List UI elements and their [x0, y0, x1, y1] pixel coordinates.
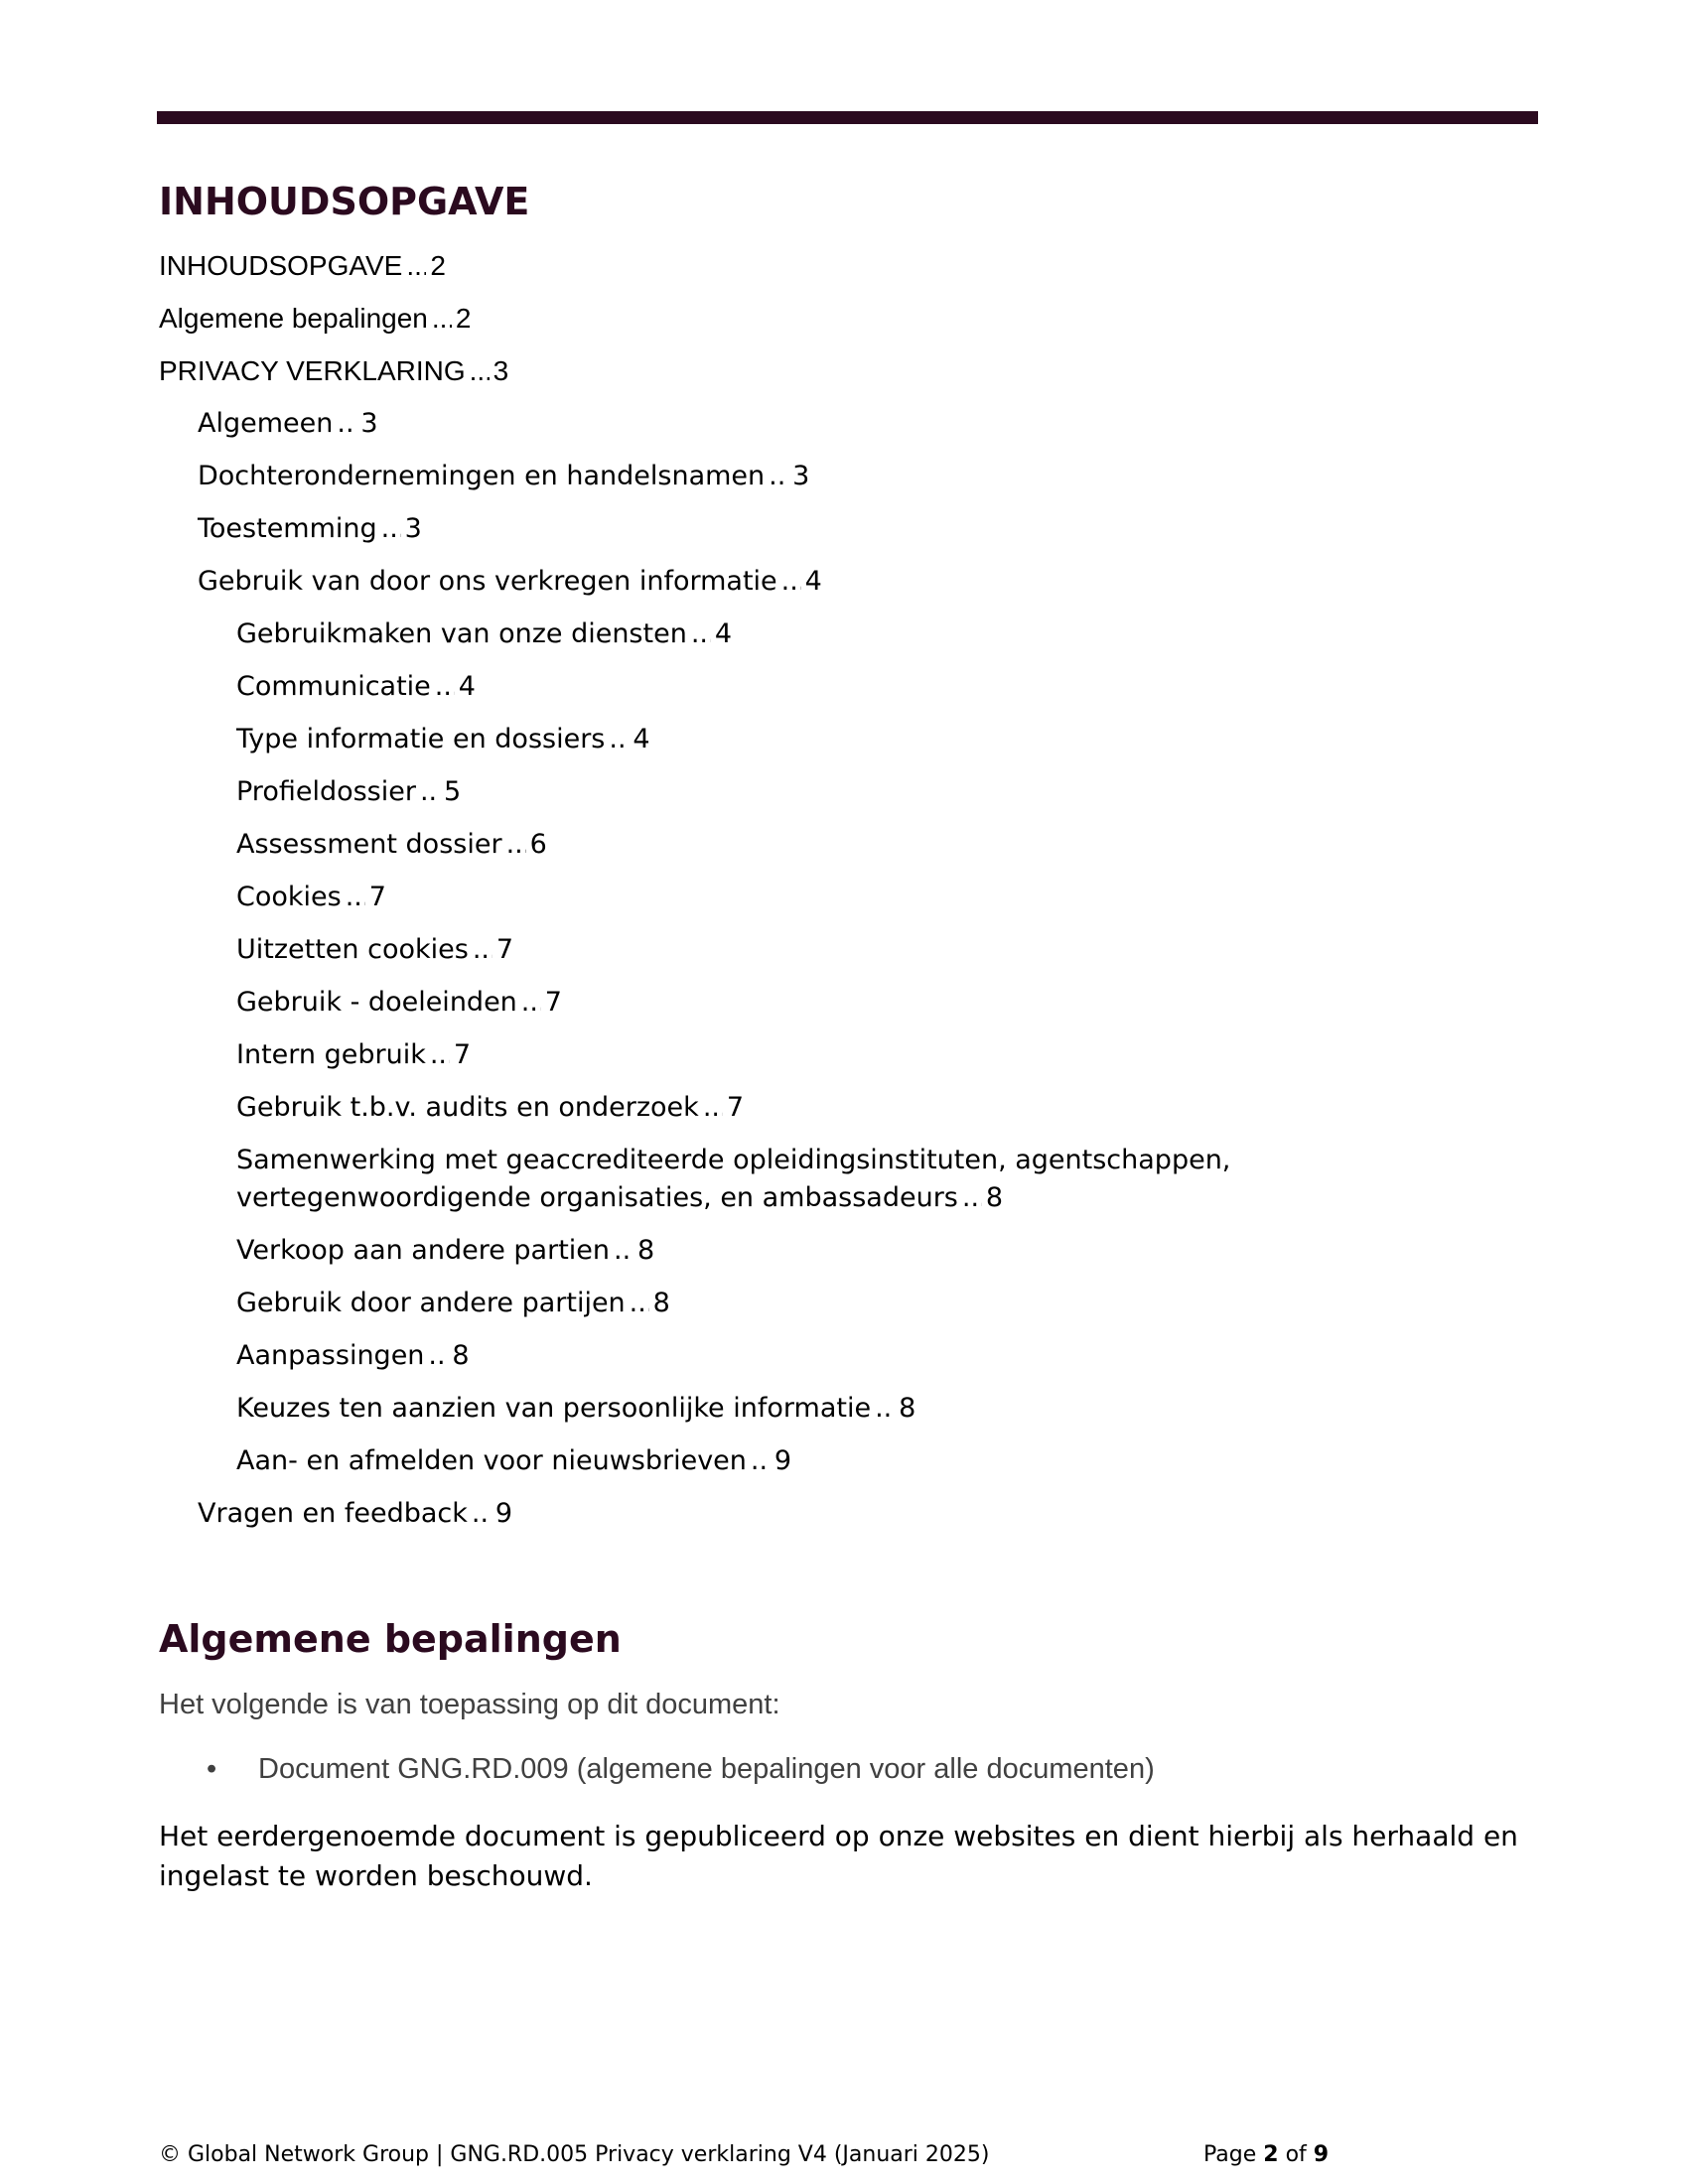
toc-entry-page: 2 [455, 303, 472, 334]
toc-leader-dots [609, 721, 629, 758]
toc-entry-label: Aanpassingen [236, 1340, 425, 1371]
toc-entry-page: 4 [714, 618, 732, 649]
toc-entry-label: Gebruikmaken van onze diensten [236, 618, 687, 649]
toc-heading: INHOUDSOPGAVE [159, 180, 530, 223]
toc-leader-dots [630, 1285, 649, 1322]
toc-leader-dots [406, 247, 426, 285]
toc-entry-page: 5 [443, 776, 462, 807]
header-rule [157, 111, 1538, 124]
toc-entry-label: Gebruik van door ons verkregen informatie [198, 566, 777, 597]
toc-entry-label: Uitzetten cookies [236, 934, 469, 965]
toc-entry-label: Verkoop aan andere partien [236, 1235, 611, 1266]
toc-entry-page: 7 [726, 1092, 744, 1123]
toc-entry-page: 8 [652, 1288, 670, 1318]
toc-entry-label: Keuzes ten aanzien van persoonlijke informatie [236, 1393, 872, 1424]
toc-leader-dots [346, 879, 365, 916]
bullet-icon: • [207, 1753, 217, 1785]
toc-entry-label: Intern gebruik [236, 1039, 426, 1070]
toc-leader-dots [432, 300, 452, 338]
toc-entry-page: 3 [792, 461, 810, 491]
toc-entry-page: 7 [544, 987, 562, 1018]
toc-entry-label: PRIVACY VERKLARING [159, 355, 466, 386]
toc-entry-page: 9 [494, 1498, 513, 1529]
toc-leader-dots [473, 931, 492, 969]
footer-copyright: © Global Network Group | GNG.RD.005 Privacy verklaring V4 (Januari 2025) [159, 2142, 990, 2167]
toc-entry-page: 7 [495, 934, 513, 965]
bullet-text[interactable]: Document GNG.RD.009 (algemene bepalingen voor alle documenten) [258, 1753, 1155, 1785]
section-intro: Het volgende is van toepassing op dit document: [159, 1689, 780, 1720]
footer-page-current: 2 [1263, 2142, 1279, 2167]
toc-entry-label: Type informatie en dossiers [236, 724, 606, 754]
toc-entry-label-line1: Samenwerking met geaccrediteerde opleidingsinstituten, agentschappen, [236, 1145, 1231, 1175]
section-paragraph: Het eerdergenoemde document is gepubliceerd op onze websites en dient hierbij als herhaald en ingelast te worden beschouwd. [159, 1820, 1518, 1892]
toc-leader-dots [420, 773, 440, 811]
toc-entry-page: 8 [452, 1340, 470, 1371]
toc-leader-dots [472, 1495, 492, 1533]
footer-of-word: of [1285, 2142, 1307, 2167]
toc-entry-page: 6 [529, 829, 547, 860]
toc-entry-page: 2 [430, 250, 446, 281]
footer-page-total: 9 [1313, 2142, 1330, 2167]
toc-leader-dots [691, 615, 711, 653]
toc-entry-label-line2: vertegenwoordigende organisaties, en ambassadeurs [236, 1182, 958, 1213]
toc-entry-label: Gebruik door andere partijen [236, 1288, 626, 1318]
toc-leader-dots [769, 458, 788, 495]
toc-leader-dots [781, 563, 801, 601]
toc-leader-dots [521, 984, 541, 1022]
toc-entry-label: Algemene bepalingen [159, 303, 428, 334]
toc-leader-dots [751, 1442, 771, 1480]
footer-page-number [1203, 2140, 1329, 2170]
toc-entry-page: 7 [453, 1039, 472, 1070]
toc-entry-page: 7 [368, 882, 386, 912]
toc-entry-label: Toestemming [198, 513, 377, 544]
toc-entry-label: Aan- en afmelden voor nieuwsbrieven [236, 1445, 747, 1476]
toc-entry-page: 3 [492, 355, 509, 386]
footer-page-word: Page [1203, 2142, 1257, 2167]
toc-entry-page: 3 [360, 408, 378, 439]
toc-entry-label: Algemeen [198, 408, 334, 439]
toc-entry-page: 9 [774, 1445, 792, 1476]
toc-leader-dots [703, 1089, 723, 1127]
toc-entry-page: 8 [985, 1182, 1004, 1213]
toc-entry-label: Profieldossier [236, 776, 416, 807]
toc-leader-dots [435, 668, 455, 706]
toc-leader-dots [875, 1390, 895, 1428]
toc-entry-label: Gebruik - doeleinden [236, 987, 517, 1018]
section-heading: Algemene bepalingen [159, 1617, 622, 1661]
toc-leader-dots [337, 405, 356, 443]
toc-entry-page: 8 [899, 1393, 916, 1424]
toc-entry-page: 3 [404, 513, 422, 544]
toc-entry-label: Vragen en feedback [198, 1498, 468, 1529]
toc-entry-page: 8 [637, 1235, 655, 1266]
toc-entry-label: Gebruik t.b.v. audits en onderzoek [236, 1092, 699, 1123]
toc-entry-page: 4 [458, 671, 476, 702]
toc-entry-label: Dochterondernemingen en handelsnamen [198, 461, 766, 491]
toc-entry-label: Communicatie [236, 671, 431, 702]
toc-entry-page: 4 [804, 566, 822, 597]
toc-leader-dots [381, 510, 401, 548]
toc-entry-label: Cookies [236, 882, 342, 912]
toc-leader-dots [962, 1179, 982, 1217]
toc-entry-label: Assessment dossier [236, 829, 502, 860]
toc-leader-dots [506, 826, 526, 864]
toc-entry-page: 4 [633, 724, 650, 754]
toc-leader-dots [430, 1036, 450, 1074]
toc-leader-dots [470, 352, 490, 390]
toc-entry-label: INHOUDSOPGAVE [159, 250, 403, 281]
toc-leader-dots [614, 1232, 633, 1270]
toc-leader-dots [428, 1337, 448, 1375]
